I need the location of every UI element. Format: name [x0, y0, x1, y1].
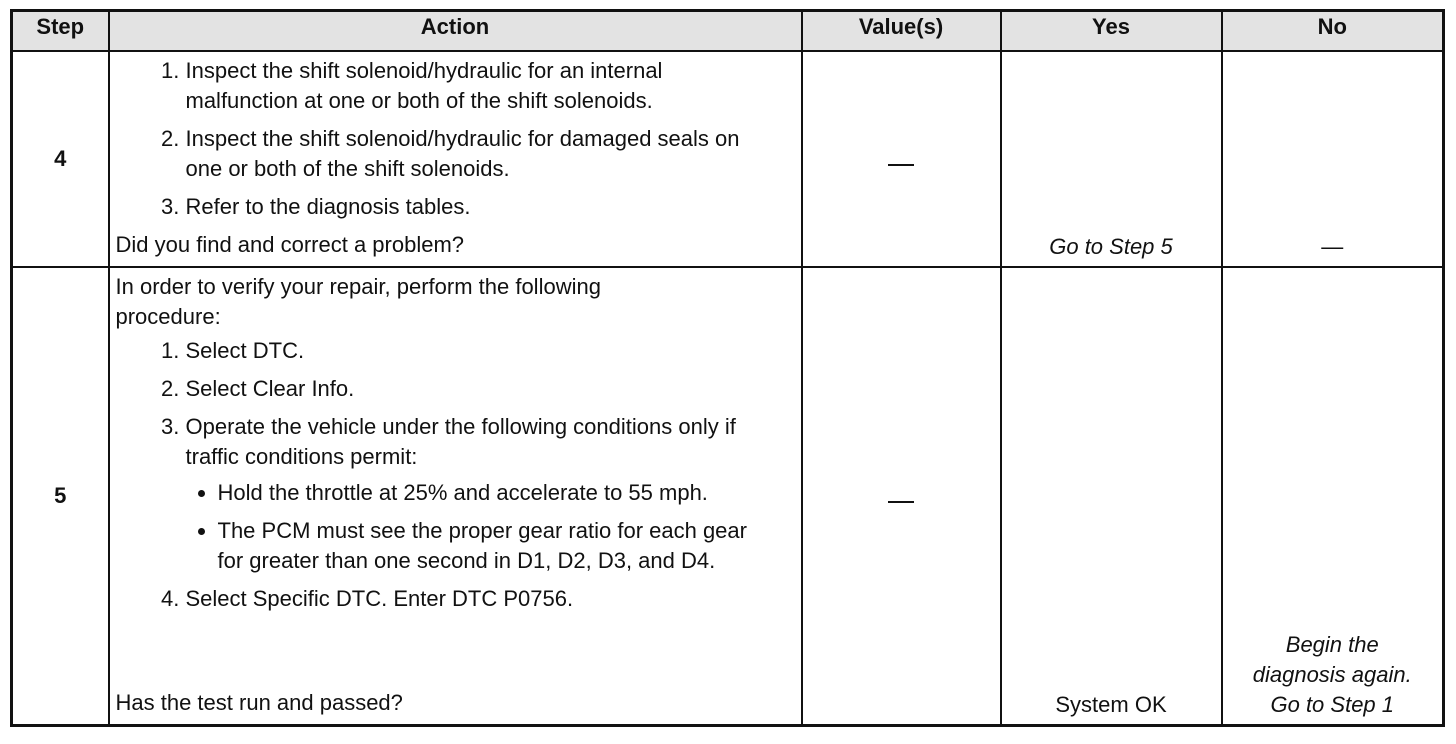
- action-cell: [109, 267, 802, 726]
- value-cell: [802, 51, 1001, 267]
- header-action: Action: [109, 11, 802, 52]
- action-step: 2. Inspect the shift solenoid/hydraulic for damaged seals on one or both of the shift solenoids.: [186, 124, 795, 184]
- no-text-line: diagnosis again.: [1252, 662, 1412, 687]
- condition-item: • The PCM must see the proper gear ratio for each gear for greater than one second in D1, D2, D3, and D4.: [218, 516, 755, 576]
- action-steps-list: [116, 56, 795, 230]
- header-yes: Yes: [1001, 11, 1222, 52]
- action-step: 1. Select DTC.: [186, 336, 795, 366]
- no-text-line: Begin the: [1285, 632, 1379, 657]
- step-number: 4: [12, 51, 109, 267]
- value-cell: [802, 267, 1001, 726]
- action-intro: In order to verify your repair, perform the following procedure:: [115, 274, 601, 329]
- no-cell: [1222, 267, 1444, 726]
- yes-text: Go to Step 5: [1049, 234, 1173, 259]
- value-dash: [888, 164, 914, 166]
- action-step: 2. Select Clear Info.: [186, 374, 795, 404]
- value-dash: [888, 501, 914, 503]
- step-number: 5: [12, 267, 109, 726]
- yes-cell: [1001, 267, 1222, 726]
- action-step: 4. Select Specific DTC. Enter DTC P0756.: [186, 584, 795, 614]
- header-no: No: [1222, 11, 1444, 52]
- action-step-with-conditions: [186, 412, 795, 576]
- header-row: [12, 11, 1444, 52]
- action-step: 1. Inspect the shift solenoid/hydraulic for an internal malfunction at one or both of the shift solenoids.: [186, 56, 795, 116]
- condition-item: • Hold the throttle at 25% and accelerate to 55 mph.: [218, 478, 755, 508]
- no-text: —: [1321, 234, 1344, 259]
- action-cell: [109, 51, 802, 267]
- action-step: 3. Refer to the diagnosis tables.: [186, 192, 795, 222]
- no-text-line: Go to Step 1: [1270, 692, 1395, 717]
- action-steps-list: [116, 336, 795, 614]
- yes-text: System OK: [1055, 692, 1167, 717]
- table-row-step-5: [12, 267, 1444, 726]
- header-values: Value(s): [802, 11, 1001, 52]
- table-row-step-4: [12, 51, 1444, 267]
- yes-cell: [1001, 51, 1222, 267]
- action-step-text: Operate the vehicle under the following conditions only if traffic conditions permit:: [185, 414, 736, 469]
- action-question: Did you find and correct a problem?: [115, 232, 465, 257]
- condition-list: [186, 478, 755, 576]
- action-question: Has the test run and passed?: [115, 690, 403, 715]
- diagnostic-table: [10, 9, 1445, 727]
- header-step: Step: [12, 11, 109, 52]
- no-cell: [1222, 51, 1444, 267]
